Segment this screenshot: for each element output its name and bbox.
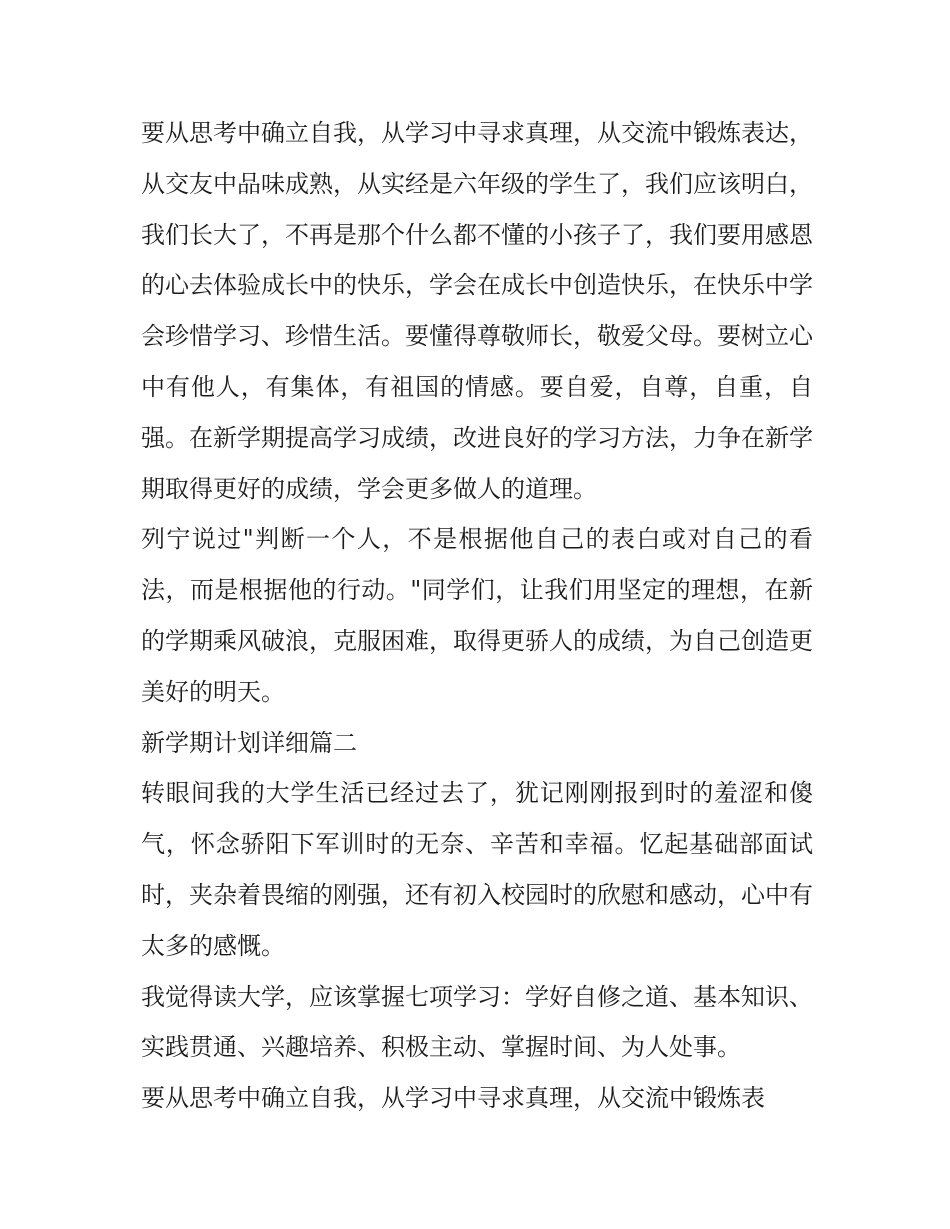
paragraph-1: 要从思考中确立自我，从学习中寻求真理，从交流中锻炼表达，从交友中品味成熟，从实经是六年级的学生了，我们应该明白，我们长大了，不再是那个什么都不懂的小孩子了，我们要用感恩的心去体验成长中的快乐，学会在成长中创造快乐，在快乐中学会珍惜学习、珍惜生活。要懂得尊敬师长，敬爱父母。要树立心中有他人，有集体，有祖国的情感。要自爱，自尊，自重，自强。在新学期提高学习成绩，改进良好的学习方法，力争在新学期取得更好的成绩，学会更多做人的道理。 [141,119,813,503]
paragraph-4: 我觉得读大学，应该掌握七项学习：学好自修之道、基本知识、实践贯通、兴趣培养、积极主动、掌握时间、为人处事。 [141,982,813,1062]
section-heading: 新学期计划详细篇二 [141,728,357,757]
paragraph-2: 列宁说过"判断一个人，不是根据他自己的表白或对自己的看法，而是根据他的行动。"同学们，让我们用坚定的理想，在新的学期乘风破浪，克服困难，取得更骄人的成绩，为自己创造更美好的明天。 [141,525,813,706]
paragraph-5: 要从思考中确立自我，从学习中寻求真理，从交流中锻炼表 [141,1084,765,1113]
document-body [141,108,813,1124]
paragraph-3: 转眼间我的大学生活已经过去了，犹记刚刚报到时的羞涩和傻气，怀念骄阳下军训时的无奈、辛苦和幸福。忆起基础部面试时，夹杂着畏缩的刚强，还有初入校园时的欣慰和感动，心中有太多的感慨。 [141,779,813,960]
